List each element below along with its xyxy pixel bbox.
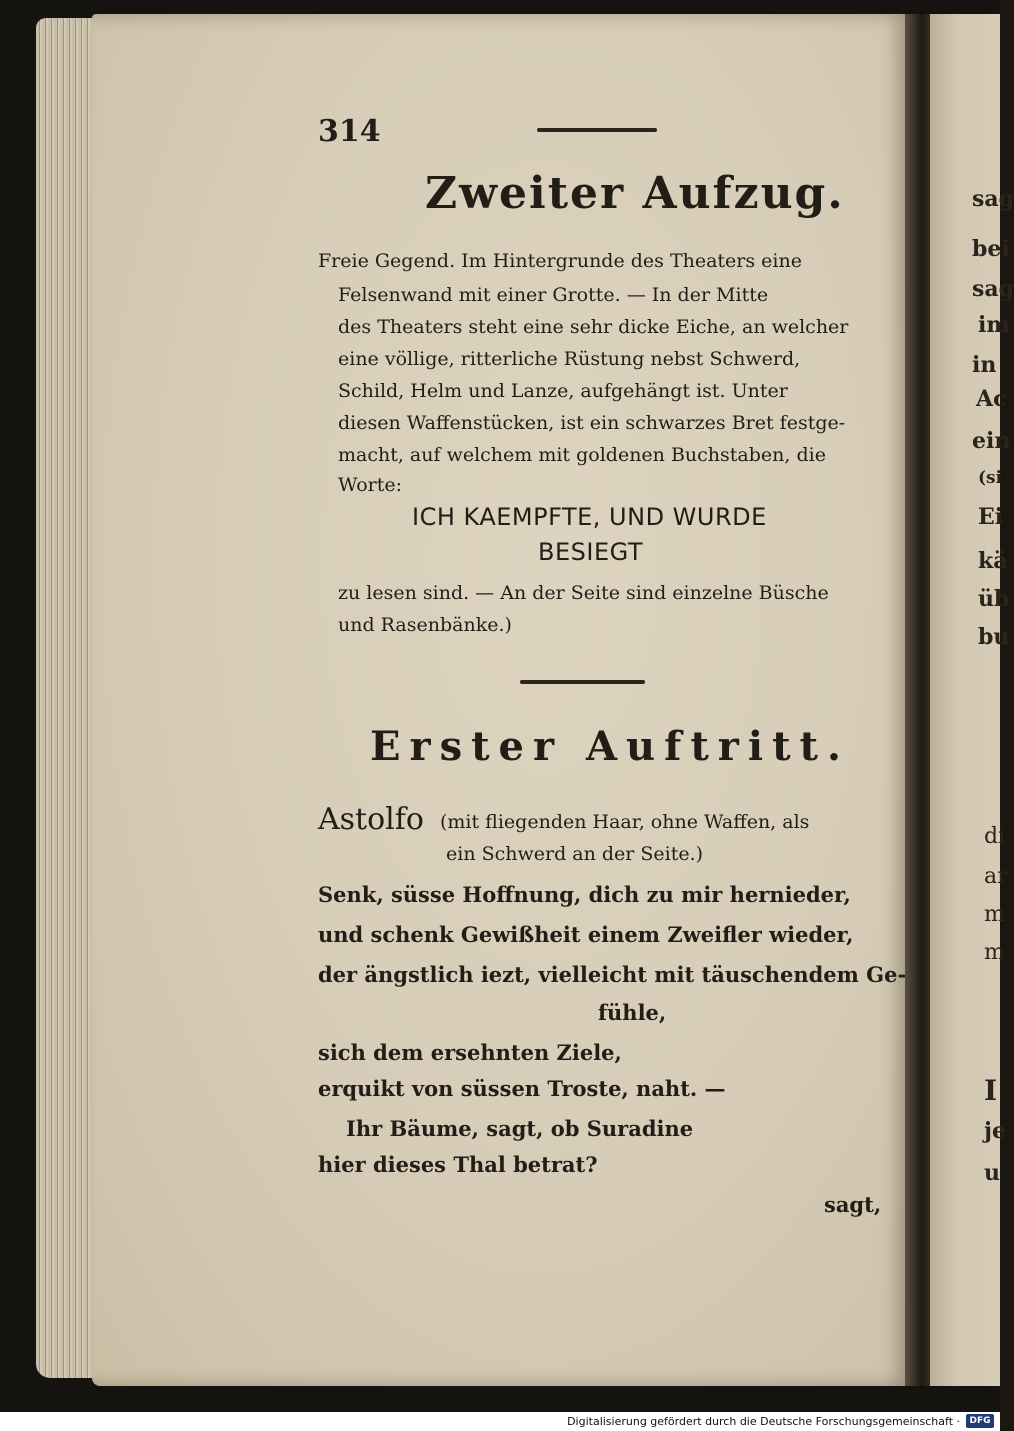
fragment-text: ein: [972, 428, 1011, 454]
verse-line: der ängstlich iezt, vielleicht mit täuschendem Ge-: [318, 962, 907, 987]
stage-direction-line: des Theaters steht eine sehr dicke Eiche, an welcher: [338, 316, 849, 338]
stage-direction-line: und Rasenbänke.): [338, 614, 512, 636]
fragment-text: in: [972, 352, 997, 378]
speaker-direction: (mit fliegenden Haar, ohne Waffen, als: [440, 811, 810, 833]
fragment-text: m: [984, 902, 1005, 927]
speaker-name: Astolfo: [318, 802, 424, 837]
header-rule: [537, 128, 657, 132]
dfg-logo: DFG: [966, 1414, 994, 1428]
stage-direction-line: Felsenwand mit einer Grotte. — In der Mitte: [338, 284, 769, 306]
fragment-text: kä: [978, 548, 1008, 574]
inscription-line: BESIEGT: [538, 538, 644, 566]
fragment-text: bu: [978, 624, 1010, 650]
fragment-text: bei: [972, 236, 1010, 262]
book-gutter: [905, 14, 933, 1386]
verse-line: erquikt von süssen Troste, naht. —: [318, 1076, 726, 1101]
fragment-text: I: [984, 1074, 998, 1107]
verse-line: hier dieses Thal betrat?: [318, 1152, 598, 1177]
right-page-fragment: [930, 14, 1014, 1386]
fragment-text: je: [984, 1118, 1006, 1144]
act-title: Zweiter Aufzug.: [425, 168, 845, 219]
digitization-footer: [0, 1412, 1000, 1431]
stage-direction-line: Worte:: [338, 474, 403, 496]
verse-line: Senk, süsse Hoffnung, dich zu mir hernieder,: [318, 882, 851, 907]
inscription-line: ICH KAEMPFTE, UND WURDE: [412, 503, 767, 531]
stage-direction-line: macht, auf welchem mit goldenen Buchstaben, die: [338, 444, 826, 466]
fragment-text: di: [984, 824, 1006, 849]
fragment-text: ar: [984, 864, 1008, 889]
book-page: [92, 14, 912, 1386]
fragment-text: üb: [978, 586, 1010, 612]
fragment-text: u: [984, 1160, 1000, 1186]
stage-direction-line: eine völlige, ritterliche Rüstung nebst Schwerd,: [338, 348, 801, 370]
fragment-text: Ac: [976, 386, 1007, 412]
scene-divider: [520, 680, 645, 684]
fragment-text: sag: [972, 186, 1014, 212]
fragment-text: sag: [972, 276, 1014, 302]
fragment-text: m: [984, 940, 1005, 965]
verse-line: fühle,: [598, 1000, 667, 1025]
verse-line: und schenk Gewißheit einem Zweifler wieder,: [318, 922, 854, 947]
scene-title: Erster Auftritt.: [370, 723, 850, 770]
footer-credit: Digitalisierung gefördert durch die Deutsche Forschungsgemeinschaft ·: [567, 1415, 960, 1428]
stage-direction-line: Schild, Helm und Lanze, aufgehängt ist. Unter: [338, 380, 788, 402]
fragment-text: im: [978, 312, 1010, 338]
stage-direction-line: diesen Waffenstücken, ist ein schwarzes Bret festge-: [338, 412, 846, 434]
stage-direction-line: Freie Gegend. Im Hintergrunde des Theaters eine: [318, 250, 802, 272]
stage-direction-line: zu lesen sind. — An der Seite sind einzelne Büsche: [338, 582, 829, 604]
page-number: 314: [318, 114, 381, 149]
verse-line: sich dem ersehnten Ziele,: [318, 1040, 622, 1065]
speaker-direction: ein Schwerd an der Seite.): [446, 843, 704, 865]
catchword: sagt,: [824, 1192, 882, 1217]
fragment-text: Ei: [978, 504, 1004, 530]
verse-line: Ihr Bäume, sagt, ob Suradine: [346, 1116, 694, 1141]
fragment-text: (si: [978, 468, 1003, 488]
